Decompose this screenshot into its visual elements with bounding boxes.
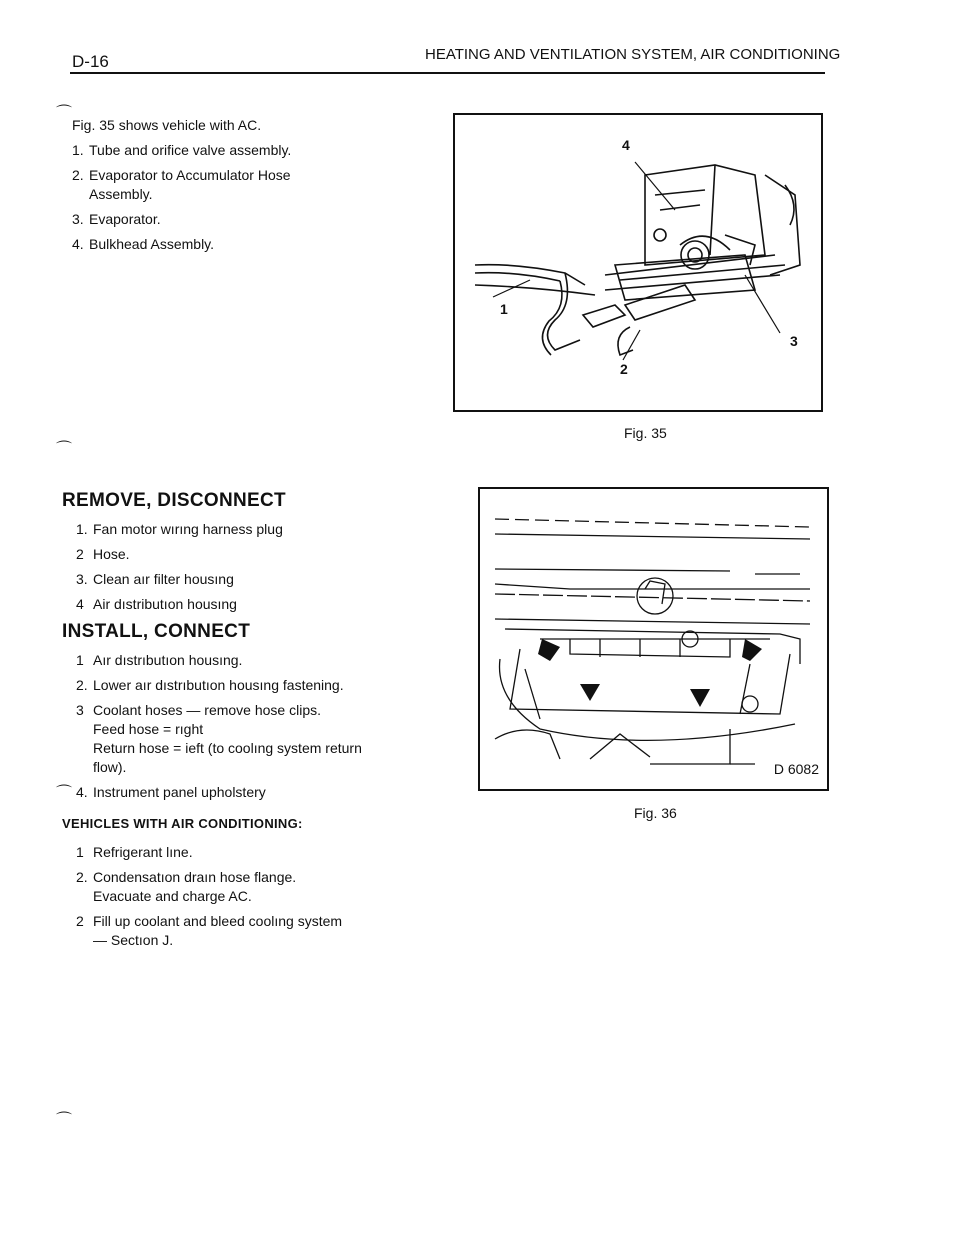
page-number: D-16 — [72, 52, 109, 71]
list-item: 1 Aır dıstrıbutıon housıng. — [76, 652, 243, 668]
install-section — [62, 622, 422, 808]
list-item: 1. Tube and orifice valve assembly. — [72, 142, 292, 158]
list-item: 1 Refrigerant lıne. — [76, 844, 193, 860]
ac-heading: VEHICLES WITH AIR CONDITIONING: — [62, 816, 303, 831]
list-item: 4. Bulkhead Assembly. — [72, 236, 215, 252]
list-item: 4 Air dıstributıon housıng — [76, 596, 237, 612]
install-list — [62, 651, 422, 802]
list-item: 1. Fan motor wırıng harness plug — [76, 521, 283, 537]
install-heading: INSTALL, CONNECT — [62, 621, 251, 642]
fig35-illustration — [455, 115, 821, 410]
list-item: 4. Instrument panel upholstery — [76, 784, 266, 800]
list-item: 3. Evaporator. — [72, 211, 161, 227]
callout-2: 2 — [620, 361, 628, 377]
figure-36-caption: Fig. 36 — [634, 805, 677, 821]
figure-36 — [478, 487, 829, 791]
figure-code: D 6082 — [773, 761, 819, 777]
list-item: 2. Lower aır dıstrıbutıon housıng fastening. — [76, 677, 344, 693]
remove-list — [62, 520, 422, 614]
margin-mark: ⌒ — [56, 441, 73, 458]
list-item: 2. Evaporator to Accumulator Hose Assembly. — [72, 167, 291, 202]
intro-list — [72, 141, 432, 254]
intro-lead: Fig. 35 shows vehicle with AC. — [72, 117, 262, 133]
intro-block — [72, 116, 432, 260]
ac-list — [62, 843, 422, 950]
page-header-title: HEATING AND VENTILATION SYSTEM, AIR CONDITIONING — [425, 46, 841, 63]
figure-35 — [453, 113, 823, 412]
list-item: 2 Hose. — [76, 546, 130, 562]
callout-3: 3 — [790, 333, 798, 349]
margin-mark: ⌒ — [56, 785, 73, 802]
figure-35-caption: Fig. 35 — [624, 425, 667, 441]
margin-mark: ⌒ — [56, 1112, 73, 1129]
list-item: 2. Condensatıon draın hose flange. Evacuate and charge AC. — [76, 869, 297, 904]
margin-mark: ⌒ — [56, 105, 73, 122]
remove-heading: REMOVE, DISCONNECT — [62, 490, 286, 511]
list-item: 3 Coolant hoses — remove hose clips. Feed hose = rıght Return hose = ieft (to coolıng system return flow). — [76, 702, 362, 775]
ac-section — [62, 814, 422, 956]
list-item: 2 Fill up coolant and bleed coolıng system — Sectıon J. — [76, 913, 343, 948]
header-rule — [70, 72, 825, 74]
callout-1: 1 — [500, 301, 508, 317]
callout-4: 4 — [622, 137, 630, 153]
list-item: 3. Clean aır filter housıng — [76, 571, 234, 587]
fig36-illustration — [480, 489, 827, 789]
remove-section — [62, 491, 422, 620]
